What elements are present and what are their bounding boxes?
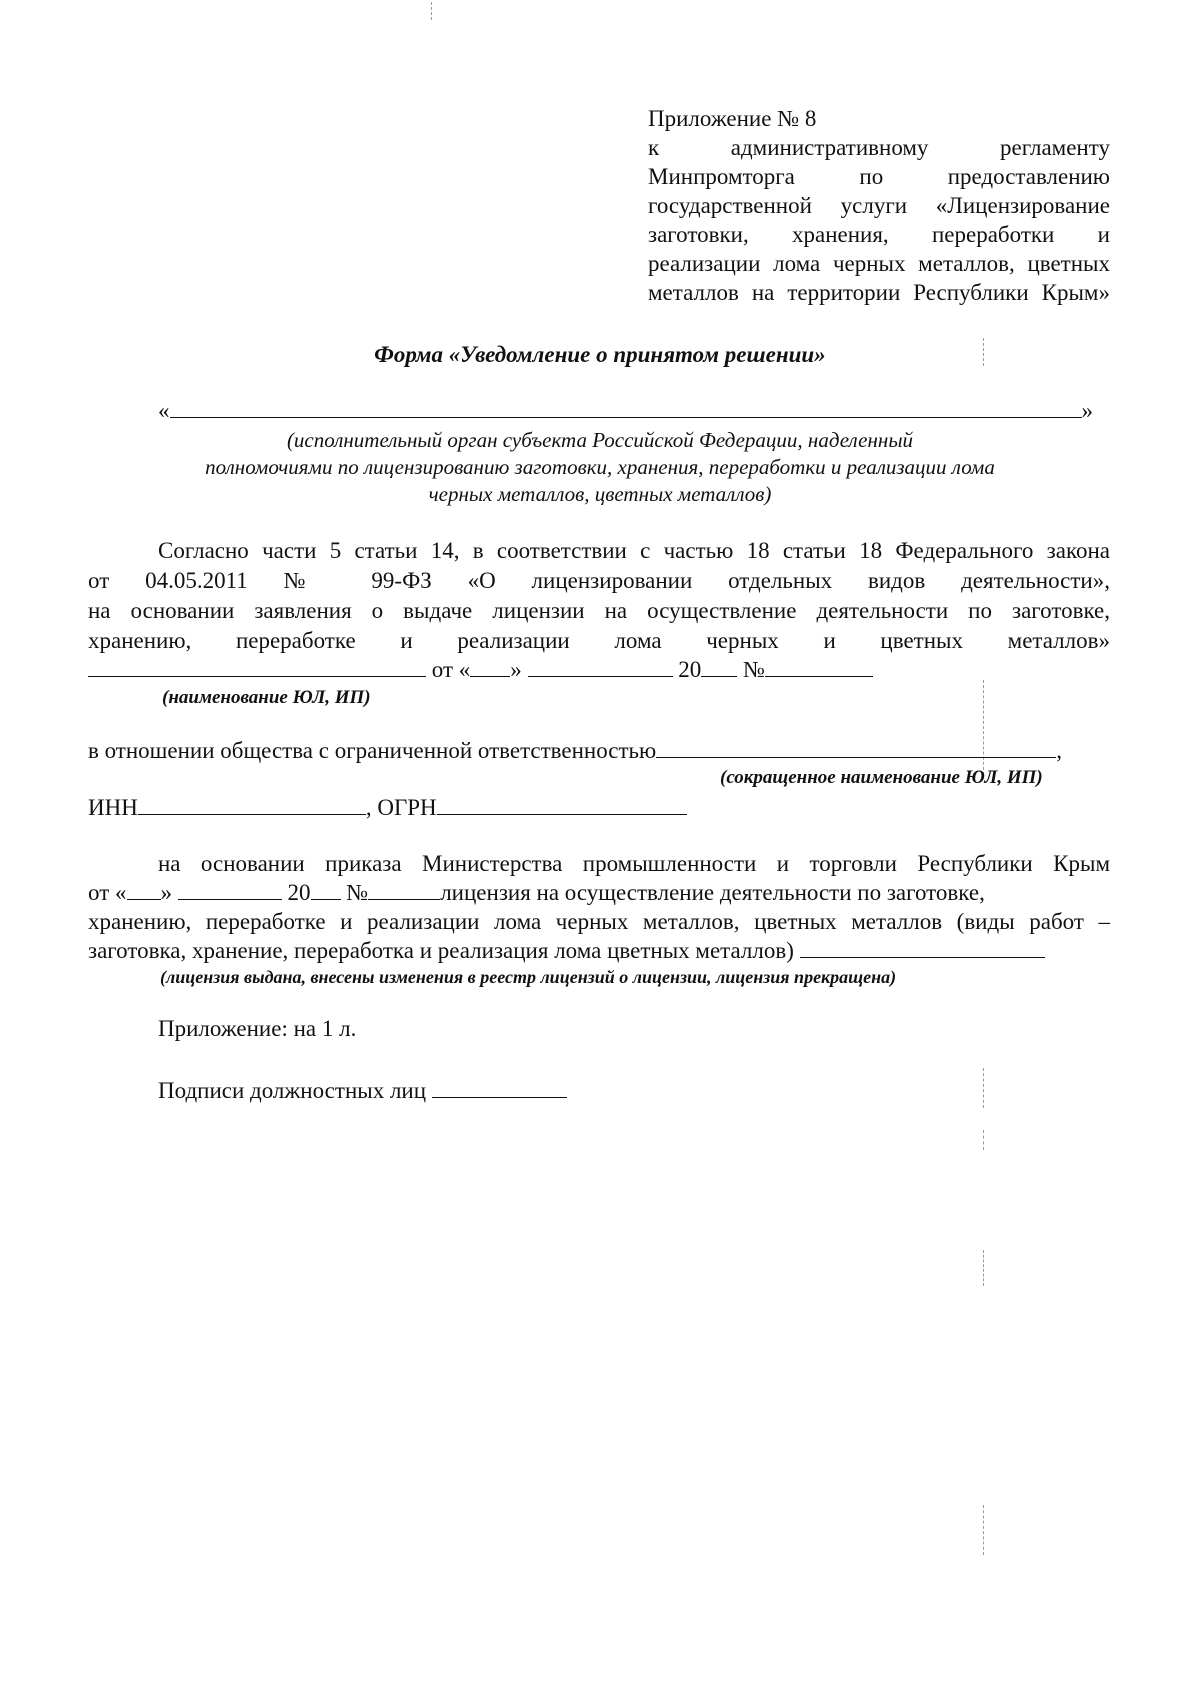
scan-artifact xyxy=(983,1250,984,1286)
open-quote: « xyxy=(158,398,170,423)
order-day-blank xyxy=(127,879,161,900)
para1-line-4: хранению, переработке и реализации лома черных и цветных металлов» xyxy=(88,628,1110,653)
signatures-label: Подписи должностных лиц xyxy=(158,1078,427,1103)
para2-line-4 xyxy=(88,936,1045,966)
para1-year-label: 20 xyxy=(678,657,702,682)
application-day-blank xyxy=(470,656,510,677)
signatures-blank xyxy=(432,1077,567,1098)
company-comma: , xyxy=(1056,738,1062,763)
close-quote: » xyxy=(1081,398,1093,423)
order-number-blank xyxy=(368,879,440,900)
company-name-note: (сокращенное наименование ЮЛ, ИП) xyxy=(720,767,1043,788)
attachment-line: Приложение: на 1 л. xyxy=(158,1016,357,1041)
scan-artifact xyxy=(983,1068,984,1108)
para2-year-label: 20 xyxy=(287,880,311,905)
application-number-blank xyxy=(765,656,873,677)
para2-line-4-text: заготовка, хранение, переработка и реализация лома цветных металлов) xyxy=(88,938,794,963)
header-line-6: реализации лома черных металлов, цветных xyxy=(648,251,1110,276)
header-line-4: государственной услуги «Лицензирование xyxy=(648,193,1110,218)
license-decision-note: (лицензия выдана, внесены изменения в реестр лицензий о лицензии, лицензия прекращена) xyxy=(160,967,897,987)
para1-line-1: Согласно части 5 статьи 14, в соответствии с частью 18 статьи 18 Федерального закона xyxy=(158,538,1110,563)
signatures-line xyxy=(158,1076,567,1106)
header-line-7: металлов на территории Республики Крым» xyxy=(648,280,1110,305)
company-label: в отношении общества с ограниченной ответственностью xyxy=(88,738,657,763)
para2-line-3: хранению, переработке и реализации лома черных металлов, цветных металлов (виды работ – xyxy=(88,909,1110,934)
applicant-name-blank xyxy=(88,656,426,677)
para1-line-2: от 04.05.2011 № 99-ФЗ «О лицензировании отдельных видов деятельности», xyxy=(88,568,1110,593)
authority-note-line-1: (исполнительный орган субъекта Российской Федерации, наделенный xyxy=(286,428,914,452)
para2-quote-close: » xyxy=(160,880,172,905)
ogrn-label: , ОГРН xyxy=(365,795,437,820)
inn-ogrn-line xyxy=(88,793,687,823)
application-year-blank xyxy=(701,656,737,677)
para2-line-2-tail: лицензия на осуществление деятельности по заготовке, xyxy=(440,880,985,905)
scan-artifact xyxy=(431,2,432,20)
license-decision-blank xyxy=(800,937,1045,958)
inn-blank xyxy=(138,794,366,815)
scan-artifact xyxy=(983,1505,984,1555)
para1-from-label: от « xyxy=(431,657,471,682)
form-title: Форма «Уведомление о принятом решении» xyxy=(374,342,826,367)
ogrn-blank xyxy=(437,794,687,815)
para2-line-1: на основании приказа Министерства промышленности и торговли Республики Крым xyxy=(158,851,1110,876)
para1-application-line xyxy=(88,655,873,685)
authority-blank xyxy=(170,397,1082,418)
applicant-name-note: (наименование ЮЛ, ИП) xyxy=(162,687,371,708)
para1-quote-close: » xyxy=(510,657,522,682)
header-appendix-number: Приложение № 8 xyxy=(648,106,817,131)
header-line-2: к административному регламенту xyxy=(648,135,1110,160)
company-line xyxy=(88,736,1062,766)
inn-label: ИНН xyxy=(88,795,138,820)
para2-from-label: от « xyxy=(88,880,127,905)
scan-artifact xyxy=(983,1130,984,1150)
authority-note-line-3: черных металлов, цветных металлов) xyxy=(428,482,772,506)
order-month-blank xyxy=(178,879,282,900)
header-line-5: заготовки, хранения, переработки и xyxy=(648,222,1110,247)
para2-number-label: № xyxy=(346,880,369,905)
authority-note-line-2: полномочиями по лицензированию заготовки, хранения, переработки и реализации лома xyxy=(205,455,995,479)
authority-field xyxy=(158,396,1093,426)
application-month-blank xyxy=(528,656,673,677)
order-year-blank xyxy=(311,879,341,900)
header-line-3: Минпромторга по предоставлению xyxy=(648,164,1110,189)
para2-line-2 xyxy=(88,878,985,908)
para1-line-3: на основании заявления о выдаче лицензии на осуществление деятельности по заготовке, xyxy=(88,598,1110,623)
company-name-blank xyxy=(656,737,1056,758)
para1-number-label: № xyxy=(743,657,765,682)
